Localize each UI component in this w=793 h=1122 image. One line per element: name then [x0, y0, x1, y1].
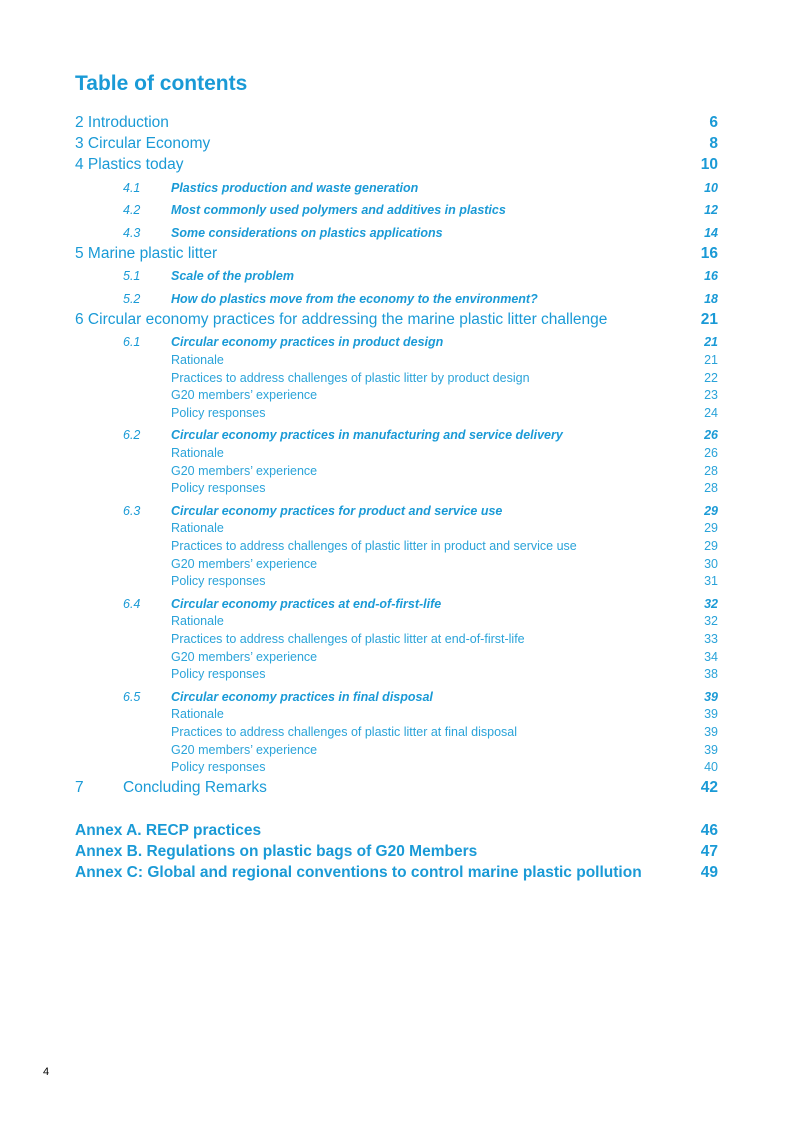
toc-entry-page: 26: [704, 428, 718, 442]
toc-entry-title: Rationale: [171, 446, 224, 460]
page-number: 4: [43, 1066, 50, 1078]
toc-entry-title: Circular economy practices in final disposal: [171, 690, 433, 704]
toc-entry-number: 4.2: [123, 203, 141, 217]
toc-entry-title: G20 members’ experience: [171, 650, 318, 664]
toc-entry-title: 2 Introduction: [75, 114, 169, 131]
toc-entry-number: 4.1: [123, 181, 141, 195]
toc-entry-page: 14: [704, 226, 718, 240]
toc-entry-number: 6.5: [123, 690, 141, 704]
toc-entry-title: 4 Plastics today: [75, 156, 184, 173]
toc-entry-title: Annex B. Regulations on plastic bags of G20 Members: [75, 843, 478, 860]
toc-entry-number: 4.3: [123, 226, 141, 240]
toc-entry-page: 29: [704, 521, 718, 535]
toc-entry-subsection[interactable]: [75, 388, 718, 402]
toc-entry-subsection[interactable]: [75, 446, 718, 460]
toc-entry-title: Circular economy practices in product design: [171, 335, 444, 349]
toc-entry-page: 38: [704, 667, 718, 681]
toc-entry-annex-c[interactable]: [75, 864, 718, 882]
toc-entry-subsection[interactable]: [75, 481, 718, 495]
toc-entry-page: 39: [704, 690, 718, 704]
toc-entry-page: 16: [704, 269, 718, 283]
toc-entry-page: 30: [704, 557, 718, 571]
toc-entry-title: G20 members’ experience: [171, 388, 318, 402]
toc-entry-page: 39: [704, 707, 718, 721]
toc-entry-page: 12: [704, 203, 718, 217]
toc-entry-page: 28: [704, 481, 718, 495]
toc-entry-subsection[interactable]: [75, 667, 718, 681]
toc-entry-page: 40: [704, 760, 718, 774]
toc-entry-page: 32: [704, 597, 718, 611]
toc-entry-annex-a[interactable]: [75, 822, 718, 840]
toc-entry-subsection[interactable]: [75, 760, 718, 774]
toc-entry-number: 5.1: [123, 269, 141, 283]
toc-entry-chapter-3[interactable]: [75, 135, 718, 153]
toc-entry-section-4-3[interactable]: [75, 226, 718, 240]
toc-entry-number: 5.2: [123, 292, 141, 306]
toc-entry-page: 39: [704, 743, 718, 757]
toc-entry-number: 6.2: [123, 428, 141, 442]
toc-entry-title: Annex A. RECP practices: [75, 822, 262, 839]
toc-entry-subsection[interactable]: [75, 353, 718, 367]
toc-entry-title: 5 Marine plastic litter: [75, 245, 218, 262]
toc-entry-section-6-3[interactable]: [75, 504, 718, 518]
toc-entry-title: Rationale: [171, 521, 224, 535]
toc-entry-page: 21: [704, 335, 718, 349]
page-title: Table of contents: [75, 72, 248, 95]
toc-entry-subsection[interactable]: [75, 743, 718, 757]
toc-entry-subsection[interactable]: [75, 539, 718, 553]
toc-entry-page: 29: [704, 504, 718, 518]
toc-entry-page: 47: [700, 843, 718, 860]
toc-entry-title: Policy responses: [171, 481, 266, 495]
toc-entry-number: 6.4: [123, 597, 141, 611]
toc-entry-title: 6 Circular economy practices for addressing the marine plastic litter challenge: [75, 311, 608, 328]
toc-entry-title: Practices to address challenges of plastic litter at end-of-first-life: [171, 632, 525, 646]
toc-entry-title: Circular economy practices for product and service use: [171, 504, 503, 518]
toc-entry-chapter-2[interactable]: [75, 114, 718, 132]
toc-entry-subsection[interactable]: [75, 632, 718, 646]
toc-entry-title: Annex C: Global and regional conventions to control marine plastic pollution: [75, 864, 642, 881]
toc-entry-subsection[interactable]: [75, 650, 718, 664]
toc-entry-title: Plastics production and waste generation: [171, 181, 419, 195]
toc-entry-title: Policy responses: [171, 574, 266, 588]
toc-entry-section-6-1[interactable]: [75, 335, 718, 349]
toc-entry-page: 21: [700, 311, 718, 328]
toc-entry-number: 7: [75, 779, 84, 796]
toc-entry-page: 34: [704, 650, 718, 664]
toc-entry-subsection[interactable]: [75, 557, 718, 571]
toc-entry-page: 28: [704, 464, 718, 478]
toc-entry-number: 6.3: [123, 504, 141, 518]
toc-entry-title: Scale of the problem: [171, 269, 294, 283]
toc-entry-page: 29: [704, 539, 718, 553]
toc-entry-subsection[interactable]: [75, 614, 718, 628]
toc-entry-page: 8: [709, 135, 718, 152]
toc-entry-title: Rationale: [171, 614, 224, 628]
toc-entry-section-6-5[interactable]: [75, 690, 718, 704]
toc-entry-subsection[interactable]: [75, 371, 718, 385]
toc-entry-page: 26: [704, 446, 718, 460]
toc-entry-page: 10: [704, 181, 718, 195]
toc-entry-chapter-4[interactable]: [75, 156, 718, 174]
toc-entry-title: Rationale: [171, 707, 224, 721]
toc-entry-page: 18: [704, 292, 718, 306]
toc-entry-page: 32: [704, 614, 718, 628]
toc-entry-subsection[interactable]: [75, 574, 718, 588]
toc-entry-title: Concluding Remarks: [123, 779, 267, 796]
toc-entry-page: 16: [700, 245, 718, 262]
toc-entry-page: 49: [700, 864, 718, 881]
toc-entry-section-4-1[interactable]: [75, 181, 718, 195]
toc-entry-title: Policy responses: [171, 406, 266, 420]
toc-entry-subsection[interactable]: [75, 464, 718, 478]
toc-entry-page: 46: [700, 822, 718, 839]
toc-entry-chapter-6[interactable]: [75, 311, 718, 329]
toc-entry-section-5-2[interactable]: [75, 292, 718, 306]
toc-entry-section-5-1[interactable]: [75, 269, 718, 283]
toc-entry-title: Practices to address challenges of plastic litter by product design: [171, 371, 530, 385]
toc-entry-page: 23: [704, 388, 718, 402]
toc-entry-section-6-4[interactable]: [75, 597, 718, 611]
toc-entry-subsection[interactable]: [75, 707, 718, 721]
toc-entry-chapter-5[interactable]: [75, 245, 718, 263]
toc-entry-number: 6.1: [123, 335, 141, 349]
toc-entry-title: Practices to address challenges of plastic litter at final disposal: [171, 725, 518, 739]
toc-entry-page: 6: [709, 114, 718, 131]
toc-entry-subsection[interactable]: [75, 725, 718, 739]
toc-entry-section-6-2[interactable]: [75, 428, 718, 442]
toc-entry-title: Rationale: [171, 353, 224, 367]
toc-entry-title: Most commonly used polymers and additives in plastics: [171, 203, 506, 217]
toc-entry-chapter-7[interactable]: [75, 779, 718, 797]
toc-entry-title: G20 members’ experience: [171, 557, 318, 571]
toc-entry-subsection[interactable]: [75, 521, 718, 535]
toc-entry-title: Circular economy practices at end-of-first-life: [171, 597, 442, 611]
toc-entry-subsection[interactable]: [75, 406, 718, 420]
toc-entry-title: How do plastics move from the economy to the environment?: [171, 292, 538, 306]
toc-entry-title: G20 members’ experience: [171, 743, 318, 757]
toc-entry-page: 10: [700, 156, 718, 173]
toc-entry-title: Some considerations on plastics applications: [171, 226, 443, 240]
toc-entry-page: 21: [704, 353, 718, 367]
toc-entry-title: Circular economy practices in manufacturing and service delivery: [171, 428, 563, 442]
toc-entry-annex-b[interactable]: [75, 843, 718, 861]
toc-entry-page: 31: [704, 574, 718, 588]
toc-entry-title: Policy responses: [171, 667, 266, 681]
toc-entry-title: Practices to address challenges of plastic litter in product and service use: [171, 539, 577, 553]
toc-entry-title: 3 Circular Economy: [75, 135, 211, 152]
toc-entry-page: 24: [704, 406, 718, 420]
toc-entry-page: 22: [704, 371, 718, 385]
toc-entry-title: G20 members’ experience: [171, 464, 318, 478]
toc-entry-page: 39: [704, 725, 718, 739]
toc-entry-title: Policy responses: [171, 760, 266, 774]
toc-entry-section-4-2[interactable]: [75, 203, 718, 217]
toc-entry-page: 33: [704, 632, 718, 646]
toc-entry-page: 42: [700, 779, 718, 796]
